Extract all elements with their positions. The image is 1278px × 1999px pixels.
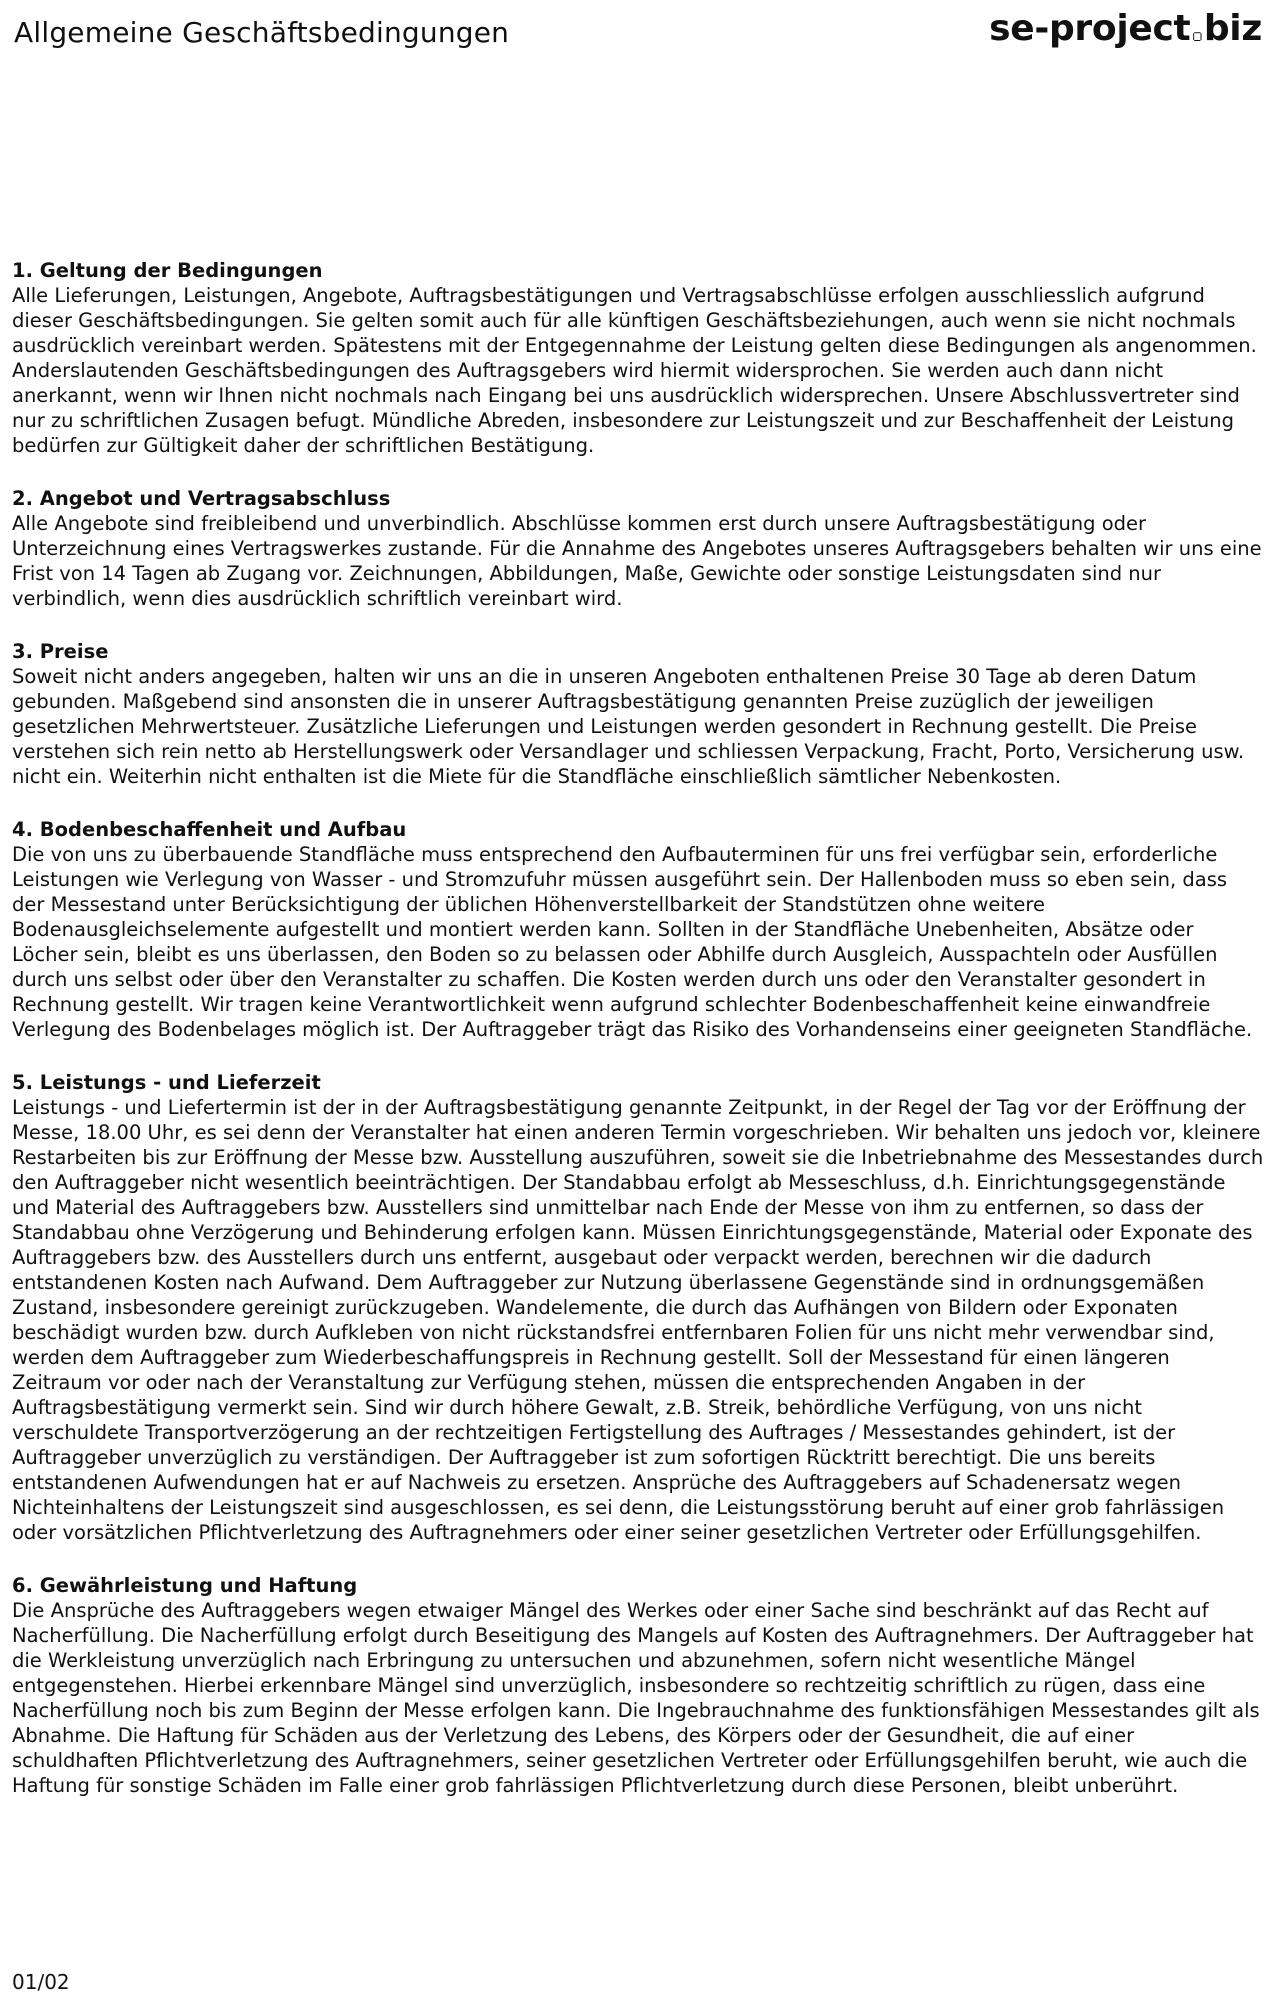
brand-prefix: se-project [989, 8, 1191, 49]
section-body: Die Ansprüche des Auftraggebers wegen etwaiger Mängel des Werkes oder einer Sache sind beschränkt auf das Recht auf Nacherfüllung. Die Nacherfüllung erfolgt durch Beseitigung des Mangels auf Kosten des Auftragnehmers. Der Auftraggeber hat die Werkleistung unverzüglich nach Erbringung zu untersuchen und abzunehmen, sofern nicht wesentliche Mängel entgegenstehen. Hierbei erkennbare Mängel sind unverzüglich, insbesondere so rechtzeitig schriftlich zu rügen, dass eine Nacherfüllung noch bis zum Beginn der Messe erfolgen kann. Die Ingebrauchnahme des funktionsfähigen Messestandes gilt als Abnahme. Die Haftung für Schäden aus der Verletzung des Lebens, des Körpers oder der Gesundheit, die auf einer schuldhaften Pflichtverletzung des Auftragnehmers, seiner gesetzlichen Vertreter oder Erfüllungsgehilfen beruht, wie auch die Haftung für sonstige Schäden im Falle einer grob fahrlässigen Pflichtverletzung durch diese Personen, bleibt unberührt. [12, 1599, 1260, 1797]
document-title: Allgemeine Geschäftsbedingungen [14, 16, 510, 49]
section-body: Alle Lieferungen, Leistungen, Angebote, Auftragsbestätigungen und Vertragsabschlüsse erfolgen ausschliesslich aufgrund dieser Geschäftsbedingungen. Sie gelten somit auch für alle künftigen Geschäftsbeziehungen, auch wenn sie nicht nochmals ausdrücklich vereinbart werden. Spätestens mit der Entgegennahme der Leistung gelten diese Bedingungen als angenommen. Anderslautenden Geschäftsbedingungen des Auftragsgebers wird hiermit widersprochen. Sie werden auch dann nicht anerkannt, wenn wir Ihnen nicht nochmals nach Eingang bei uns ausdrücklich widersprechen. Unsere Abschlussvertreter sind nur zu schriftlichen Zusagen befugt. Mündliche Abreden, insbesondere zur Leistungszeit und zur Beschaffenheit der Leistung bedürfen zur Gültigkeit daher der schriftlichen Bestätigung. [12, 284, 1257, 457]
section-preise [12, 639, 1264, 789]
section-heading: 5. Leistungs - und Lieferzeit [12, 1071, 321, 1094]
section-body: Die von uns zu überbauende Standfläche muss entsprechend den Aufbauterminen für uns frei verfügbar sein, erforderliche Leistungen wie Verlegung von Wasser - und Stromzufuhr müssen ausgeführt sein. Der Hallenboden muss so eben sein, dass der Messestand unter Berücksichtigung der üblichen Höhenverstellbarkeit der Standstützen ohne weitere Bodenausgleichselemente aufgestellt und montiert werden kann. Sollten in der Standfläche Unebenheiten, Absätze oder Löcher sein, bleibt es uns überlassen, den Boden so zu belassen oder Abhilfe durch Ausgleich, Ausspachteln oder Ausfüllen durch uns selbst oder über den Veranstalter zu schaffen. Die Kosten werden durch uns oder den Veranstalter gesondert in Rechnung gestellt. Wir tragen keine Verantwortlichkeit wenn aufgrund schlechter Bodenbeschaffenheit keine einwandfreie Verlegung des Bodenbelages möglich ist. Der Auftraggeber trägt das Risiko des Vorhandenseins einer geeigneten Standfläche. [12, 843, 1253, 1041]
section-boden [12, 817, 1264, 1042]
section-heading: 4. Bodenbeschaffenheit und Aufbau [12, 818, 407, 841]
section-body: Alle Angebote sind freibleibend und unverbindlich. Abschlüsse kommen erst durch unsere Auftragsbestätigung oder Unterzeichnung eines Vertragswerkes zustande. Für die Annahme des Angebotes unseres Auftragsgebers behalten wir uns eine Frist von 14 Tagen ab Zugang vor. Zeichnungen, Abbildungen, Maße, Gewichte oder sonstige Leistungsdaten sind nur verbindlich, wenn dies ausdrücklich schriftlich vereinbart wird. [12, 512, 1262, 610]
section-heading: 2. Angebot und Vertragsabschluss [12, 487, 391, 510]
brand-dot: . [1190, 8, 1204, 49]
section-haftung [12, 1573, 1264, 1798]
terms-content [12, 258, 1264, 1826]
brand-logo [989, 8, 1262, 49]
section-angebot [12, 486, 1264, 611]
brand-suffix: biz [1203, 8, 1262, 49]
section-lieferzeit [12, 1070, 1264, 1545]
section-heading: 3. Preise [12, 640, 109, 663]
section-body: Soweit nicht anders angegeben, halten wir uns an die in unseren Angeboten enthaltenen Preise 30 Tage ab deren Datum gebunden. Maßgebend sind ansonsten die in unserer Auftragsbestätigung genannten Preise zuzüglich der jeweiligen gesetzlichen Mehrwertsteuer. Zusätzliche Lieferungen und Leistungen werden gesondert in Rechnung gestellt. Die Preise verstehen sich rein netto ab Herstellungswerk oder Versandlager und schliessen Verpackung, Fracht, Porto, Versicherung usw. nicht ein. Weiterhin nicht enthalten ist die Miete für die Standfläche einschließlich sämtlicher Nebenkosten. [12, 665, 1245, 788]
page-number: 01/02 [12, 1970, 70, 1994]
section-body: Leistungs - und Liefertermin ist der in der Auftragsbestätigung genannte Zeitpunkt, in der Regel der Tag vor der Eröffnung der Messe, 18.00 Uhr, es sei denn der Veranstalter hat einen anderen Termin vorgeschrieben. Wir behalten uns jedoch vor, kleinere Restarbeiten bis zur Eröffnung der Messe bzw. Ausstellung auszuführen, soweit sie die Inbetriebnahme des Messestandes durch den Auftraggeber nicht wesentlich beeinträchtigen. Der Standabbau erfolgt ab Messeschluss, d.h. Einrichtungsgegenstände und Material des Auftraggebers bzw. Ausstellers sind unmittelbar nach Ende der Messe von ihm zu entfernen, so dass der Standabbau ohne Verzögerung und Behinderung erfolgen kann. Müssen Einrichtungsgegenstände, Material oder Exponate des Auftraggebers bzw. des Ausstellers durch uns entfernt, ausgebaut oder verpackt werden, berechnen wir die dadurch entstandenen Kosten nach Aufwand. Dem Auftraggeber zur Nutzung überlassene Gegenstände sind in ordnungsgemäßen Zustand, insbesondere gereinigt zurückzugeben. Wandelemente, die durch das Aufhängen von Bildern oder Exponaten beschädigt wurden bzw. durch Aufkleben von nicht rückstandsfrei entfernbaren Folien für uns nicht mehr verwendbar sind, werden dem Auftraggeber zum Wiederbeschaffungspreis in Rechnung gestellt. Soll der Messestand für einen längeren Zeitraum vor oder nach der Veranstaltung zur Verfügung stehen, müssen die entsprechenden Angaben in der Auftragsbestätigung vermerkt sein. Sind wir durch höhere Gewalt, z.B. Streik, behördliche Verfügung, von uns nicht verschuldete Transportverzögerung an der rechtzeitigen Fertigstellung des Auftrages / Messestandes gehindert, ist der Auftraggeber unverzüglich zu verständigen. Der Auftraggeber ist zum sofortigen Rücktritt berechtigt. Die uns bereits entstandenen Aufwendungen hat er auf Nachweis zu ersetzen. Ansprüche des Auftraggebers auf Schadenersatz wegen Nichteinhaltens der Leistungszeit sind ausgeschlossen, es sei denn, die Leistungsstörung beruht auf einer grob fahrlässigen oder vorsätzlichen Pflichtverletzung des Auftragnehmers oder einer seiner gesetzlichen Vertreter oder Erfüllungsgehilfen. [12, 1096, 1264, 1544]
section-geltung [12, 258, 1264, 458]
section-heading: 6. Gewährleistung und Haftung [12, 1574, 358, 1597]
section-heading: 1. Geltung der Bedingungen [12, 259, 323, 282]
